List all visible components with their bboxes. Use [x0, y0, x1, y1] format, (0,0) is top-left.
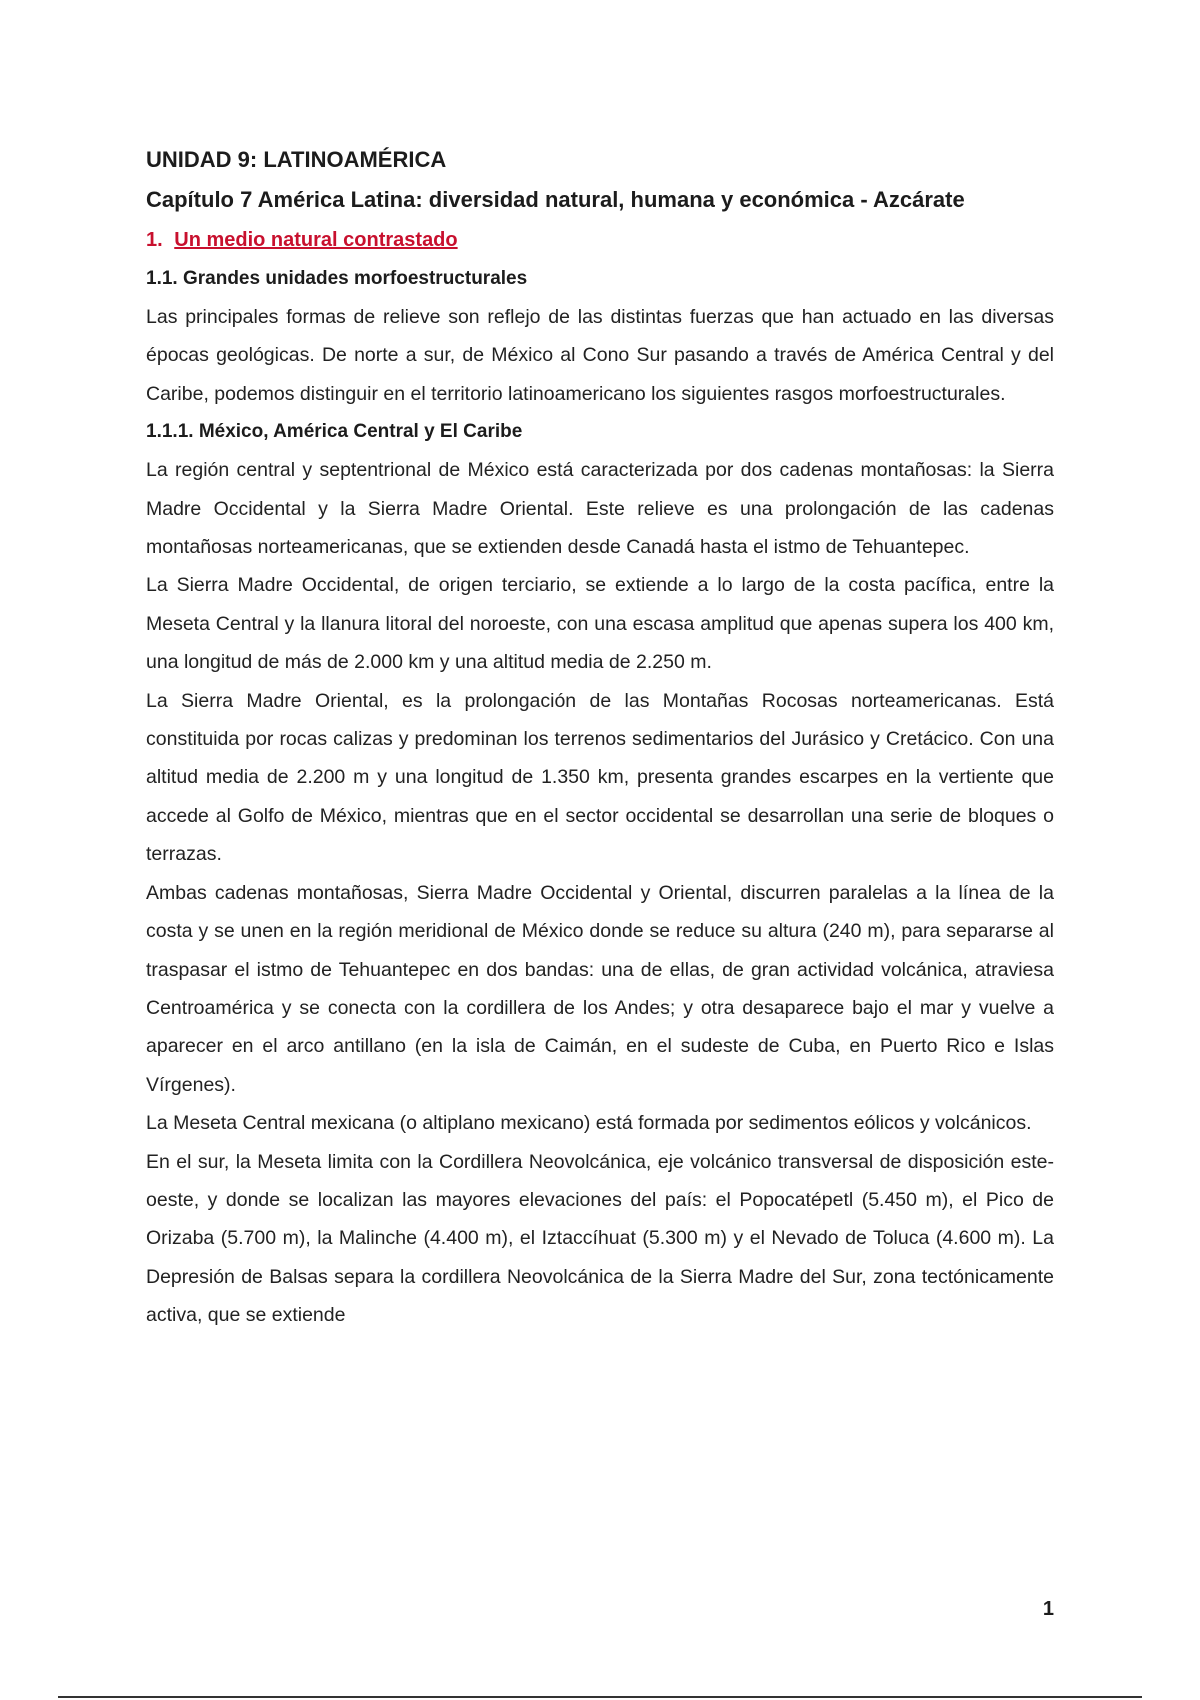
section-title-link[interactable]: Un medio natural contrastado	[174, 229, 458, 251]
paragraph-ambas-cadenas: Ambas cadenas montañosas, Sierra Madre Occidental y Oriental, discurren paralelas a la línea de la costa y se unen en la región meridional de México donde se reduce su altura (240 m), para separarse al traspasar el istmo de Tehuantepec en dos bandas: una de ellas, de gran actividad volcánica, atraviesa Centroamérica y se conecta con la cordillera de los Andes; y otra desaparece bajo el mar y vuelve a aparecer en el arco antillano (en la isla de Caimán, en el sudeste de Cuba, en Puerto Rico e Islas Vírgenes).	[146, 881, 1054, 1096]
section-number: 1.	[146, 229, 163, 251]
subsection-heading-1-1-1: 1.1.1. México, América Central y El Caribe	[146, 421, 523, 443]
paragraph-sierra-occidental: La Sierra Madre Occidental, de origen terciario, se extiende a lo largo de la costa pacífica, entre la Meseta Central y la llanura litoral del noroeste, con una escasa amplitud que apenas supera los 400 km, una longitud de más de 2.000 km y una altitud media de 2.250 m.	[146, 574, 1054, 674]
section-heading	[146, 220, 1054, 260]
paragraph-meseta-central: La Meseta Central mexicana (o altiplano mexicano) está formada por sedimentos eólicos y volcánicos.	[146, 1112, 1032, 1135]
page-content	[146, 140, 1054, 1335]
chapter-title: Capítulo 7 América Latina: diversidad natural, humana y económica - Azcárate	[146, 187, 965, 212]
paragraph-sierra-oriental: La Sierra Madre Oriental, es la prolongación de las Montañas Rocosas norteamericanas. Está constituida por rocas calizas y predominan los terrenos sedimentarios del Jurásico y Cretácico. Con una altitud media de 2.200 m y una longitud de 1.350 km, presenta grandes escarpes en la vertiente que accede al Golfo de México, mientras que en el sector occidental se desarrollan una serie de bloques o terrazas.	[146, 689, 1054, 866]
paragraph-intro: Las principales formas de relieve son reflejo de las distintas fuerzas que han actuado en las diversas épocas geológicas. De norte a sur, de México al Cono Sur pasando a través de América Central y del Caribe, podemos distinguir en el territorio latinoamericano los siguientes rasgos morfoestructurales.	[146, 306, 1054, 405]
unit-title: UNIDAD 9: LATINOAMÉRICA	[146, 147, 447, 172]
paragraph-mexico-central: La región central y septentrional de México está caracterizada por dos cadenas montañosas: la Sierra Madre Occidental y la Sierra Madre Oriental. Este relieve es una prolongación de las cadenas montañosas norteamericanas, que se extienden desde Canadá hasta el istmo de Tehuantepec.	[146, 459, 1054, 559]
paragraph-cordillera-neovolcanica: En el sur, la Meseta limita con la Cordillera Neovolcánica, eje volcánico transversal de disposición este-oeste, y donde se localizan las mayores elevaciones del país: el Popocatépetl (5.450 m), el Pico de Orizaba (5.700 m), la Malinche (4.400 m), el Iztaccíhuat (5.300 m) y el Nevado de Toluca (4.600 m). La Depresión de Balsas separa la cordillera Neovolcánica de la Sierra Madre del Sur, zona tectónicamente activa, que se extiende	[146, 1150, 1054, 1327]
page-number: 1	[1042, 1598, 1054, 1620]
subsection-heading-1-1: 1.1. Grandes unidades morfoestructurales	[146, 268, 528, 289]
footer-divider	[58, 1696, 1142, 1698]
